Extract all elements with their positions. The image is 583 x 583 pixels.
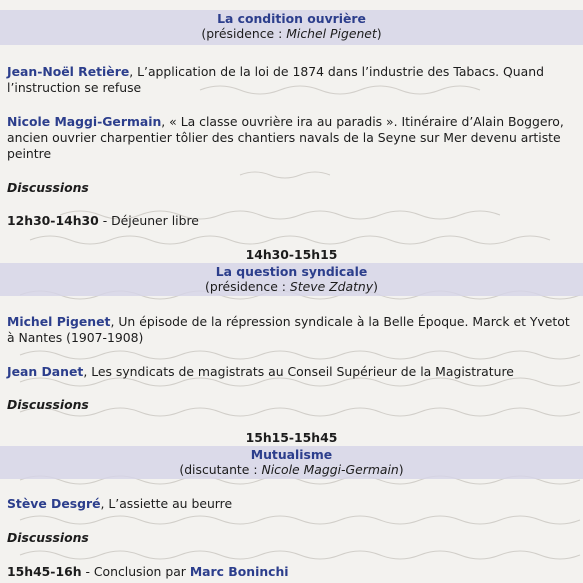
session-title: La condition ouvrière — [217, 11, 366, 26]
talk-title: , Les syndicats de magistrats au Conseil Supérieur de la Magistrature — [83, 364, 514, 379]
speaker-name: Stève Desgré — [7, 496, 101, 511]
chair-name: Michel Pigenet — [286, 26, 377, 41]
talk-item — [7, 64, 577, 96]
discussions-label: Discussions — [7, 397, 89, 412]
session-header-mutualisme — [0, 446, 583, 479]
speaker-name: Jean-Noël Retière — [7, 64, 130, 79]
discussions-label: Discussions — [7, 530, 89, 545]
session-chair: (présidence : Steve Zdatny) — [205, 279, 378, 294]
time-slot: 15h15-15h45 — [245, 430, 338, 445]
session-title: La question syndicale — [215, 264, 368, 279]
speaker-name: Michel Pigenet — [7, 314, 111, 329]
speaker-name: Jean Danet — [7, 364, 84, 379]
discussions-label: Discussions — [7, 180, 89, 195]
session-chair: (discutante : Nicole Maggi-Germain) — [179, 462, 404, 477]
speaker-name: Nicole Maggi-Germain — [7, 114, 162, 129]
closing-item: 15h45-16h - Conclusion par Marc Boninchi — [7, 564, 289, 579]
time-slot: 12h30-14h30 — [7, 213, 99, 228]
talk-item — [7, 314, 577, 346]
talk-item — [7, 496, 577, 512]
session-chair: (présidence : Michel Pigenet) — [201, 26, 382, 41]
session-header-condition-ouvriere — [0, 10, 583, 45]
chair-name: Nicole Maggi-Germain — [261, 462, 399, 477]
talk-title: , Un épisode de la répression syndicale à la Belle Époque. Marck et Yvetot à Nantes (1907-1908) — [7, 314, 570, 345]
session-title: Mutualisme — [250, 447, 333, 462]
time-slot: 15h45-16h — [7, 564, 82, 579]
session-header-question-syndicale — [0, 263, 583, 296]
chair-name: Steve Zdatny — [289, 279, 374, 294]
talk-item — [7, 364, 577, 380]
lunch-item: 12h30-14h30 - Déjeuner libre — [7, 213, 199, 228]
talk-item — [7, 114, 577, 162]
talk-title: , L’assiette au beurre — [100, 496, 233, 511]
time-slot: 14h30-15h15 — [245, 247, 338, 262]
talk-title: , L’application de la loi de 1874 dans l’industrie des Tabacs. Quand l’instruction se refuse — [7, 64, 544, 95]
talk-title: , « La classe ouvrière ira au paradis ». Itinéraire d’Alain Boggero, ancien ouvrier charpentier tôlier des chantiers navals de la Seyne sur Mer devenu artiste peintre — [7, 114, 564, 161]
speaker-name: Marc Boninchi — [189, 564, 289, 579]
